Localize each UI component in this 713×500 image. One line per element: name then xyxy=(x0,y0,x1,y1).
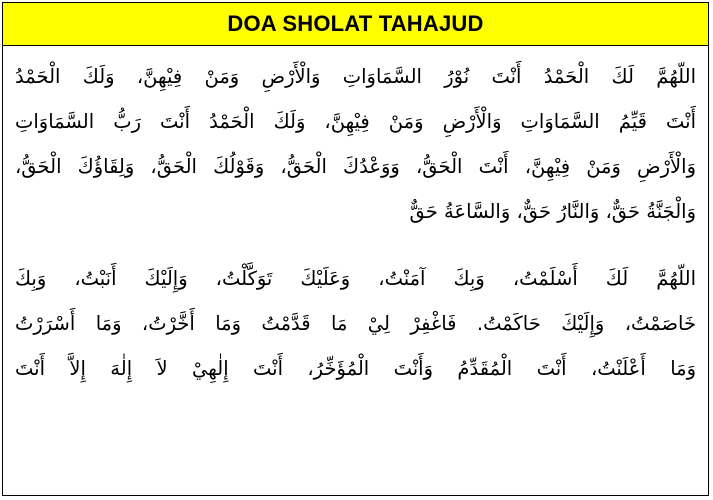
prayer-line: وَمَا أَعْلَنْتُ، أَنْتَ الْمُقَدِّمُ وَأَنْتَ الْمُؤَخِّرُ، أَنْتَ إِلٰهِيْ لاَ إِلٰهَ إِلاَّ أَنْتَ xyxy=(15,357,696,380)
prayer-card xyxy=(2,2,709,496)
prayer-line: اللّهُمَّ لَكَ أَسْلَمْتُ، وَبِكَ آمَنْتُ، وَعَلَيْكَ تَوَكَّلْتُ، وَإِلَيْكَ أَنَبْتُ، وَبِكَ xyxy=(15,267,696,290)
prayer-line: خَاصَمْتُ، وَإِلَيْكَ حَاكَمْتُ. فَاغْفِرْ لِيْ مَا قَدَّمْتُ وَمَا أَخَّرْتُ، وَمَا أَسْرَرْتُ xyxy=(15,312,696,335)
prayer-line: وَالْجَنَّةُ حَقٌّ، وَالنَّارُ حَقٌّ، وَالسَّاعَةُ حَقٌّ xyxy=(409,200,696,223)
prayer-line: أَنْتَ قَيِّمُ السَّمَاوَاتِ وَالْأَرْضِ وَمَنْ فِيْهِنَّ، وَلَكَ الْحَمْدُ أَنْتَ رَبُّ السَّمَاوَاتِ xyxy=(15,110,696,133)
prayer-line: اللّهُمَّ لَكَ الْحَمْدُ أَنْتَ نُوْرُ السَّمَاوَاتِ وَالْأَرْضِ وَمَنْ فِيْهِنَّ، وَلَكَ الْحَمْدُ xyxy=(15,65,696,88)
paragraph-spacer xyxy=(15,234,696,256)
prayer-body xyxy=(3,46,708,391)
title-bar xyxy=(3,3,708,46)
prayer-paragraph-1 xyxy=(15,54,696,234)
page-title: DOA SHOLAT TAHAJUD xyxy=(227,11,484,36)
prayer-line: وَالْأَرْضِ وَمَنْ فِيْهِنَّ، أَنْتَ الْحَقُّ، وَوَعْدُكَ الْحَقُّ، وَقَوْلُكَ الْحَقُّ، وَلِقَاؤُكَ الْحَقُّ، xyxy=(15,155,696,178)
prayer-paragraph-2 xyxy=(15,256,696,391)
